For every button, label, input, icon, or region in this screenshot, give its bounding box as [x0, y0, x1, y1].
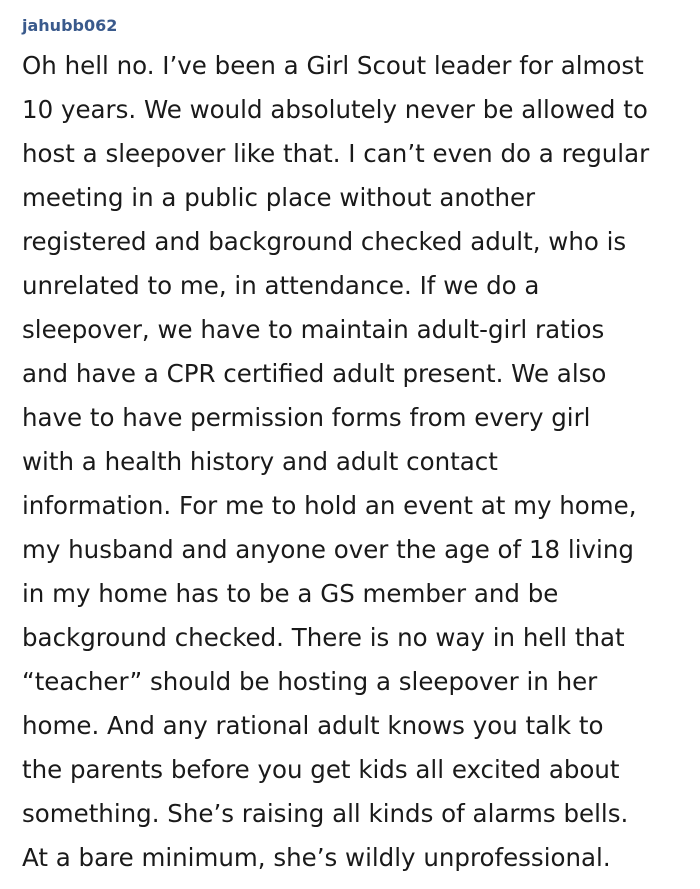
- comment-line: At a bare minimum, she’s wildly unprofessional.: [22, 843, 611, 872]
- comment-line: background checked. There is no way in hell that: [22, 623, 625, 652]
- comment-line: host a sleepover like that. I can’t even do a regular: [22, 139, 650, 168]
- comment-line: have to have permission forms from every girl: [22, 403, 591, 432]
- comment-line: with a health history and adult contact: [22, 447, 498, 476]
- comment-line: “teacher” should be hosting a sleepover in her: [22, 667, 598, 696]
- comment: [22, 14, 682, 880]
- comment-line: home. And any rational adult knows you talk to: [22, 711, 604, 740]
- comment-line: sleepover, we have to maintain adult-girl ratios: [22, 315, 605, 344]
- comment-line: something. She’s raising all kinds of alarms bells.: [22, 799, 629, 828]
- comment-username[interactable]: jahubb062: [22, 16, 118, 35]
- comment-line: meeting in a public place without another: [22, 183, 536, 212]
- comment-line: information. For me to hold an event at my home,: [22, 491, 637, 520]
- comment-line: in my home has to be a GS member and be: [22, 579, 559, 608]
- comment-line: my husband and anyone over the age of 18 living: [22, 535, 634, 564]
- comment-line: unrelated to me, in attendance. If we do a: [22, 271, 540, 300]
- comment-line: 10 years. We would absolutely never be allowed to: [22, 95, 648, 124]
- comment-body: [22, 44, 682, 880]
- comment-line: Oh hell no. I’ve been a Girl Scout leader for almost: [22, 51, 644, 80]
- comment-line: and have a CPR certified adult present. We also: [22, 359, 607, 388]
- comment-line: the parents before you get kids all excited about: [22, 755, 620, 784]
- comment-line: registered and background checked adult, who is: [22, 227, 627, 256]
